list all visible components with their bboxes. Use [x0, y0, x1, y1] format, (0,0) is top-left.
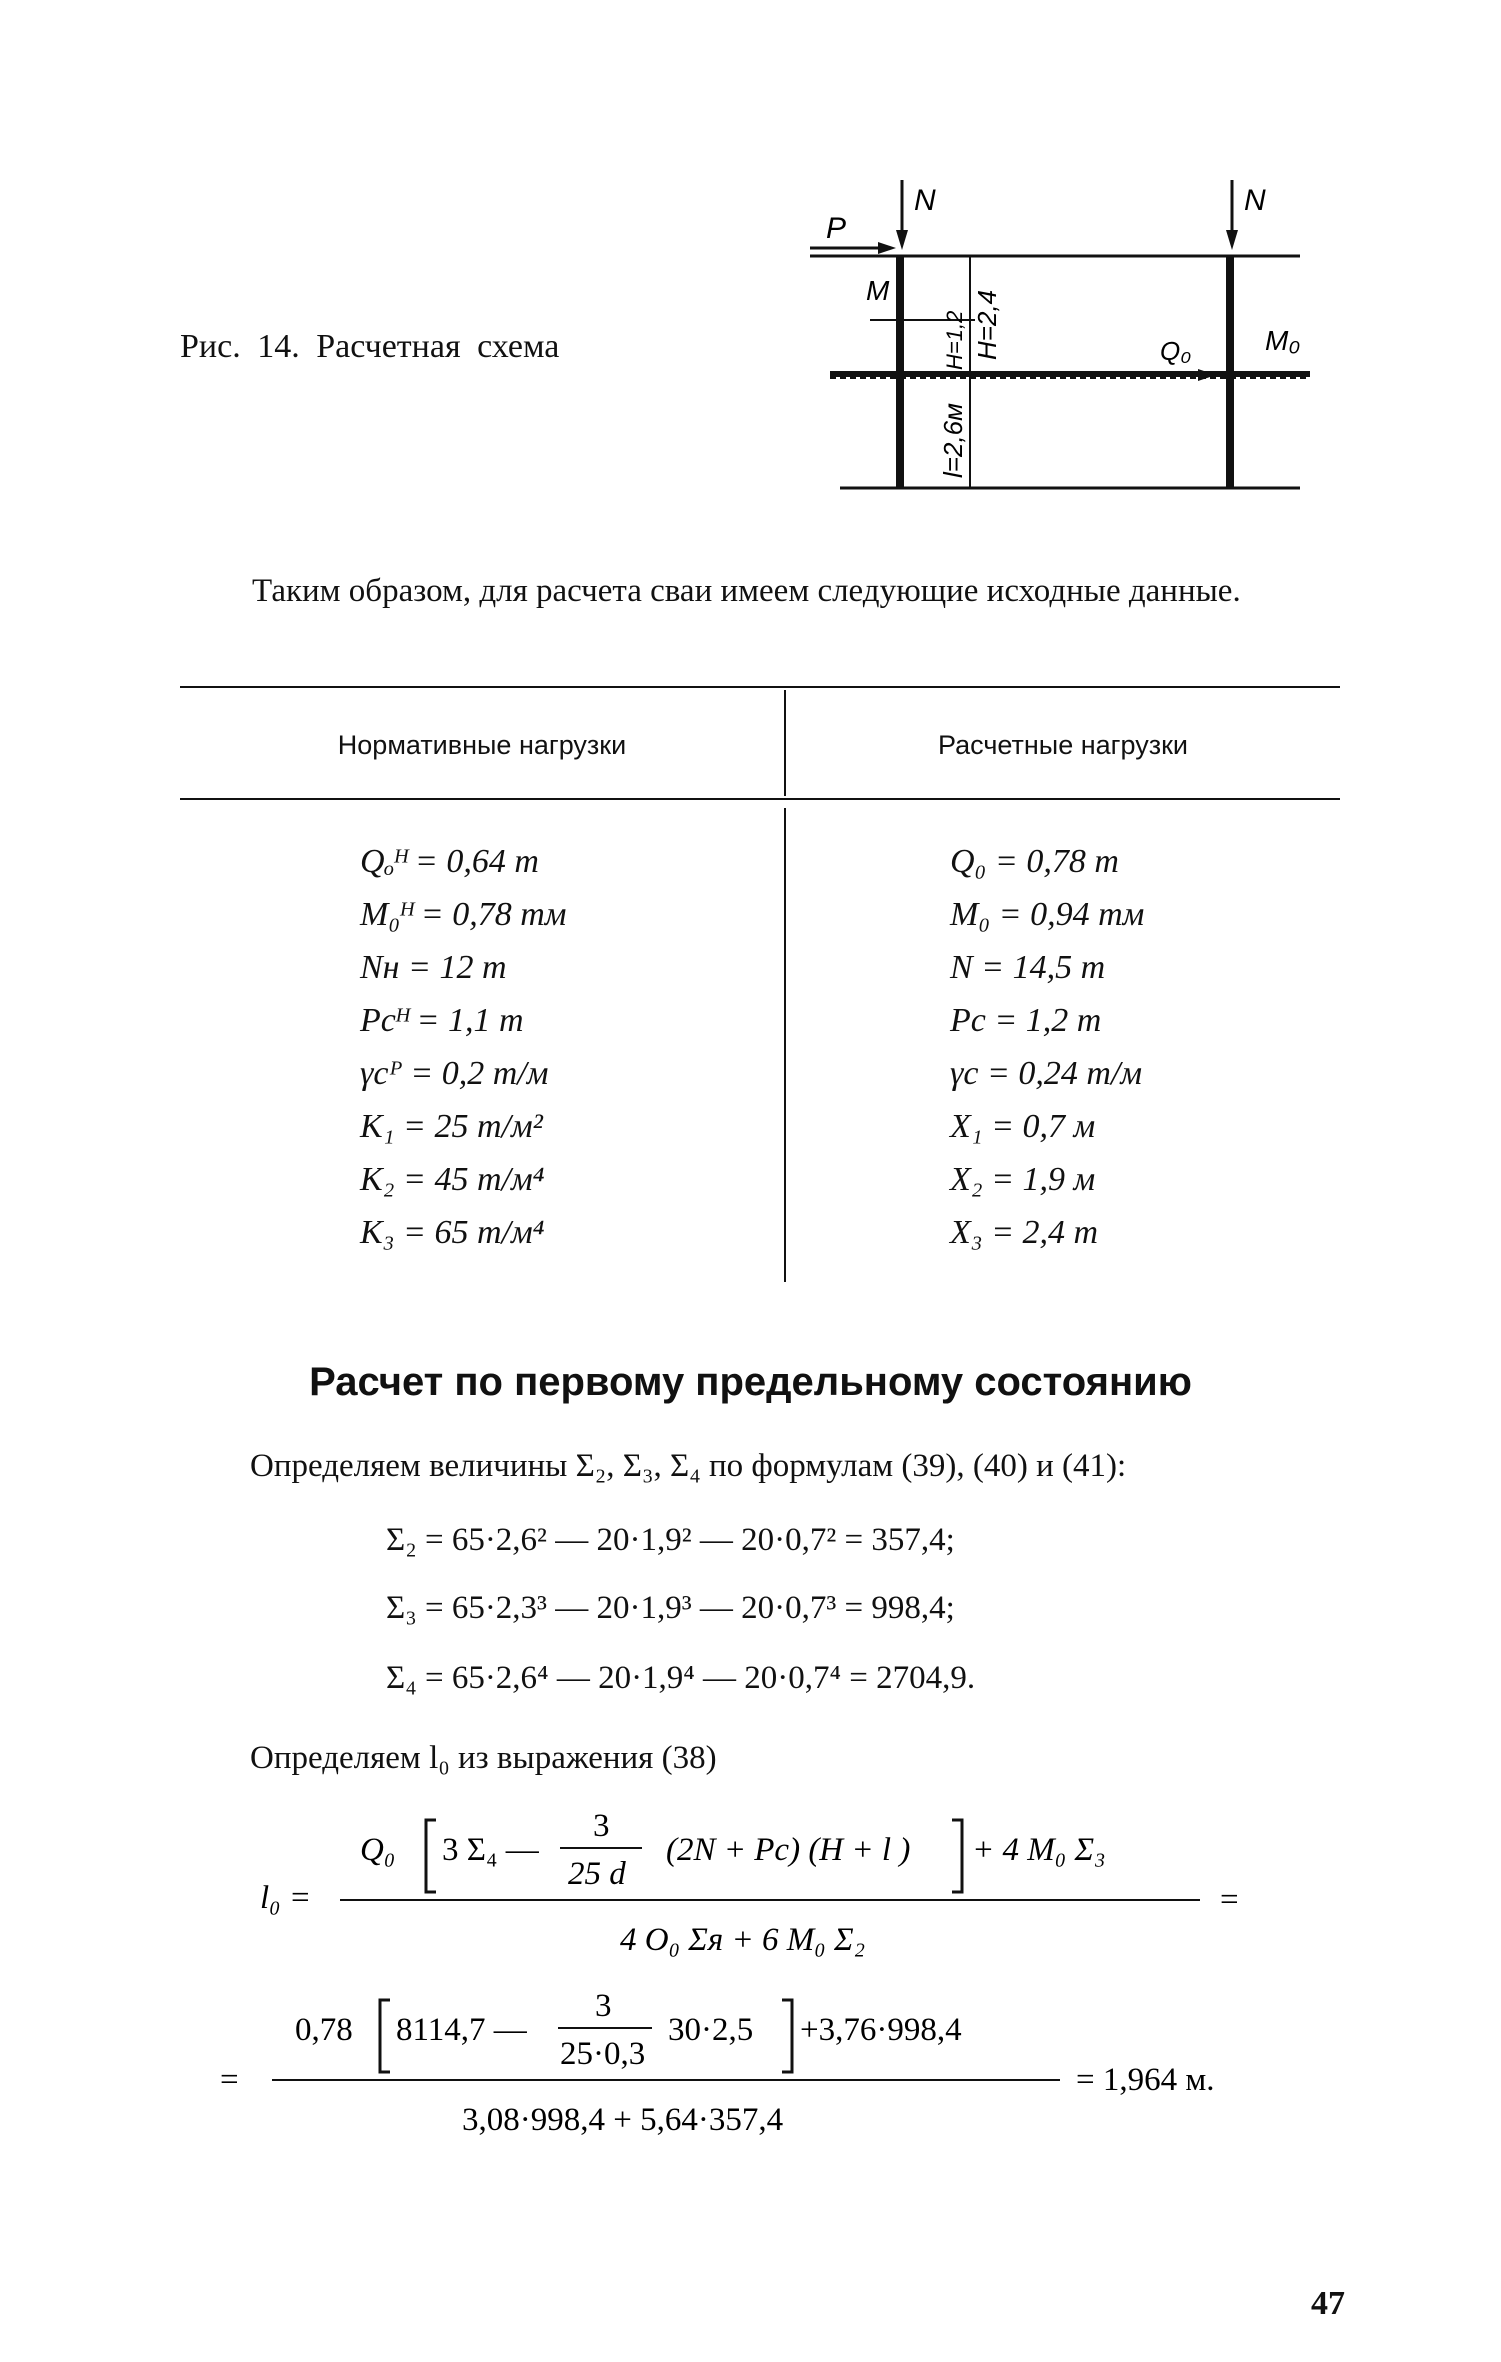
label-l-length: l=2,6м: [938, 403, 968, 478]
arrow-n-left: [896, 230, 908, 250]
formula-num-376: +3,76·998,4: [800, 2012, 962, 2048]
formula-num-a: 3 Σ₄ —: [442, 1832, 539, 1868]
normative-loads-list: [360, 835, 566, 1259]
formula-l0-numeric: [200, 1980, 1300, 2160]
equation-sigma2: Σ₂ = 65·2,6² — 20·1,9² — 20·0,7² = 357,4;: [386, 1522, 955, 1558]
table-top-rule: [180, 686, 1340, 688]
arrow-p: [878, 242, 896, 254]
label-m0: M₀: [1265, 325, 1301, 356]
bracket-left-numeric: [380, 2000, 390, 2072]
label-m: M: [866, 275, 890, 306]
normative-row: K₃ = 65 т/м⁴: [360, 1214, 545, 1251]
figure-caption: Рис. 14. Расчетная схема: [180, 328, 560, 365]
formula-num-q0: Q₀: [360, 1832, 396, 1868]
design-row: X₃ = 2,4 т: [950, 1214, 1099, 1251]
label-h-small: H=1,2: [942, 310, 967, 370]
label-q0: Q₀: [1160, 336, 1192, 366]
section-title: Расчет по первому предельному состоянию: [309, 1360, 1192, 1404]
normative-row: Qₒᴴ = 0,64 т: [360, 843, 539, 880]
bracket-right-numeric: [782, 2000, 792, 2072]
formula-num-den: 3,08·998,4 + 5,64·357,4: [462, 2102, 784, 2138]
page-number: 47: [1311, 2285, 1345, 2322]
design-row: X₁ = 0,7 м: [950, 1108, 1096, 1145]
formula-num-frac-top: 3: [595, 1988, 612, 2024]
formula-num-8114: 8114,7 —: [396, 2012, 527, 2048]
calculation-scheme-diagram: [810, 170, 1330, 510]
label-p: P: [826, 212, 847, 245]
formula-num-result: = 1,964 м.: [1076, 2062, 1215, 2098]
design-row: Q₀ = 0,78 т: [950, 843, 1119, 880]
normative-row: K₁ = 25 т/м²: [360, 1108, 543, 1145]
bracket-left: [426, 1820, 436, 1892]
normative-row: Nн = 12 т: [360, 949, 507, 986]
table-vertical-rule-body: [784, 808, 786, 1282]
table-header-normative: Нормативные нагрузки: [337, 730, 627, 760]
design-row: N = 14,5 т: [950, 949, 1106, 986]
design-row: X₂ = 1,9 м: [950, 1161, 1096, 1198]
table-header-rule: [180, 798, 1340, 800]
normative-row: M₀ᴴ = 0,78 тм: [360, 896, 567, 933]
design-loads-list: [950, 835, 1144, 1259]
intro-paragraph: Таким образом, для расчета сваи имеем следующие исходные данные.: [252, 573, 1241, 609]
paragraph-l0-intro: Определяем l₀ из выражения (38): [250, 1740, 717, 1776]
formula-l0-general: [240, 1800, 1300, 1980]
normative-row: γсᴾ = 0,2 т/м: [360, 1055, 549, 1092]
design-row: M₀ = 0,94 тм: [950, 896, 1145, 933]
design-row: Pс = 1,2 т: [950, 1002, 1102, 1039]
equation-sigma3: Σ₃ = 65·2,3³ — 20·1,9³ — 20·0,7³ = 998,4;: [386, 1590, 955, 1626]
label-n-left: N: [914, 184, 936, 217]
label-n-right: N: [1244, 184, 1266, 217]
formula-num-frac-bot: 25·0,3: [560, 2036, 646, 2072]
equation-sigma4: Σ₄ = 65·2,6⁴ — 20·1,9⁴ — 20·0,7⁴ = 2704,9.: [386, 1660, 976, 1696]
formula-frac-top: 3: [593, 1808, 610, 1844]
paragraph-sigma-intro: Определяем величины Σ₂, Σ₃, Σ₄ по формулам (39), (40) и (41):: [250, 1448, 1127, 1484]
arrow-q0: [1198, 369, 1216, 381]
formula-frac-bot: 25 d: [568, 1856, 626, 1892]
formula-num-b: (2N + Pс) (H + l ): [666, 1832, 911, 1868]
arrow-n-right: [1226, 230, 1238, 250]
formula-num-lhs: =: [220, 2062, 239, 2098]
formula-num-c: + 4 M₀ Σ₃: [972, 1832, 1106, 1868]
label-h-upper: H=2,4: [972, 289, 1002, 360]
table-header-design: Расчетные нагрузки: [938, 730, 1188, 760]
formula-den: 4 O₀ Σя + 6 M₀ Σ₂: [620, 1922, 866, 1958]
formula-rhs: =: [1220, 1882, 1239, 1918]
design-row: γс = 0,24 т/м: [950, 1055, 1143, 1092]
normative-row: K₂ = 45 т/м⁴: [360, 1161, 545, 1198]
formula-num-30: 30·2,5: [668, 2012, 754, 2048]
bracket-right: [952, 1820, 962, 1892]
formula-num-078: 0,78: [295, 2012, 353, 2048]
normative-row: Pсᴴ = 1,1 т: [360, 1002, 524, 1039]
formula-lhs: l₀ =: [260, 1880, 312, 1916]
